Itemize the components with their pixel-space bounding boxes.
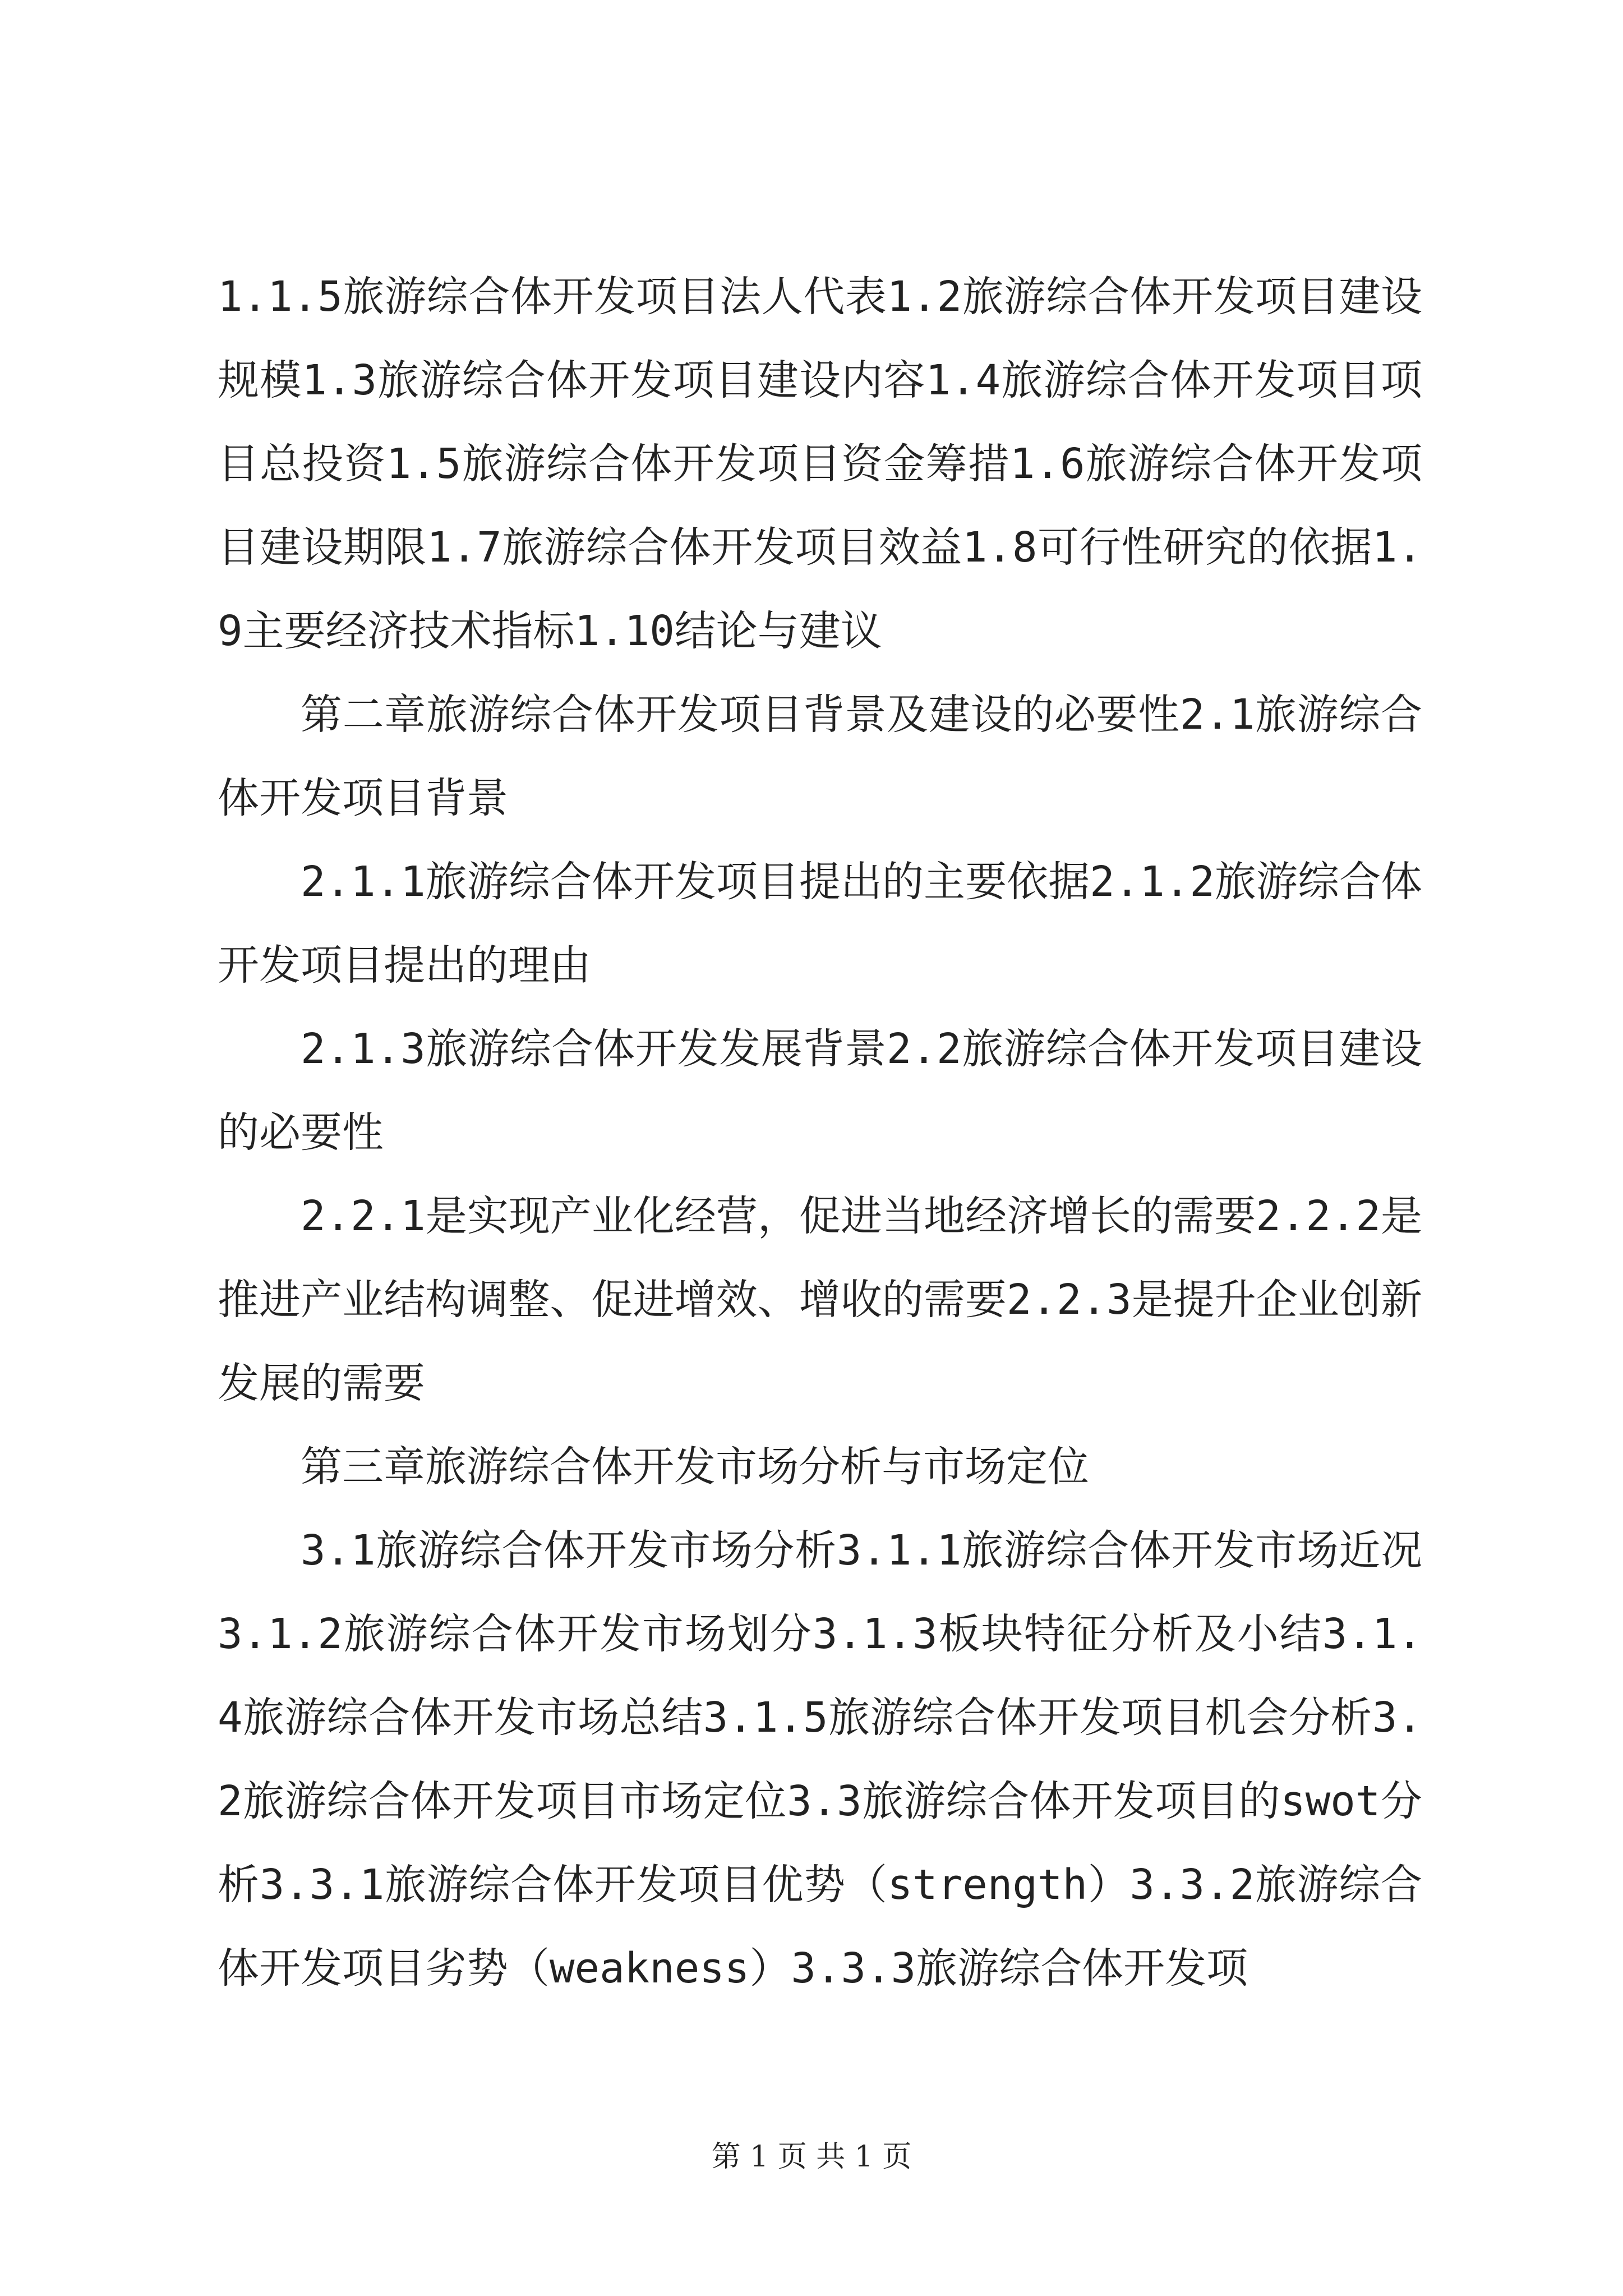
paragraph-summary-items: 1.1.5旅游综合体开发项目法人代表1.2旅游综合体开发项目建设规模1.3旅游综合体开发项目建设内容1.4旅游综合体开发项目项目总投资1.5旅游综合体开发项目资金筹措1.6旅游综合体开发项目建设期限1.7旅游综合体开发项目效益1.8可行性研究的依据1.9主要经济技术指标1.10结论与建议 [218,273,1422,655]
page-footer: 第 1 页 共 1 页 [711,2140,912,2174]
paragraph-section-2-2-1: 2.2.1是实现产业化经营，促进当地经济增长的需要2.2.2是推进产业结构调整、促进增效、增收的需要2.2.3是提升企业创新发展的需要 [218,1192,1422,1407]
paragraph-section-2-1-1: 2.1.1旅游综合体开发项目提出的主要依据2.1.2旅游综合体开发项目提出的理由 [218,858,1422,990]
paragraph-chapter-two-heading: 第二章旅游综合体开发项目背景及建设的必要性2.1旅游综合体开发项目背景 [218,691,1422,822]
paragraph-section-2-1-3: 2.1.3旅游综合体开发发展背景2.2旅游综合体开发项目建设的必要性 [218,1025,1422,1157]
paragraph-chapter-three-heading: 第三章旅游综合体开发市场分析与市场定位 [301,1443,1089,1491]
document-body [218,255,1422,2010]
paragraph-section-3-1: 3.1旅游综合体开发市场分析3.1.1旅游综合体开发市场近况3.1.2旅游综合体开发市场划分3.1.3板块特征分析及小结3.1.4旅游综合体开发市场总结3.1.5旅游综合体开发项目机会分析3.2旅游综合体开发项目市场定位3.3旅游综合体开发项目的swot分析3.3.1旅游综合体开发项目优势（strength）3.3.2旅游综合体开发项目劣势（weakness）3.3.3旅游综合体开发项 [218,1526,1422,1993]
